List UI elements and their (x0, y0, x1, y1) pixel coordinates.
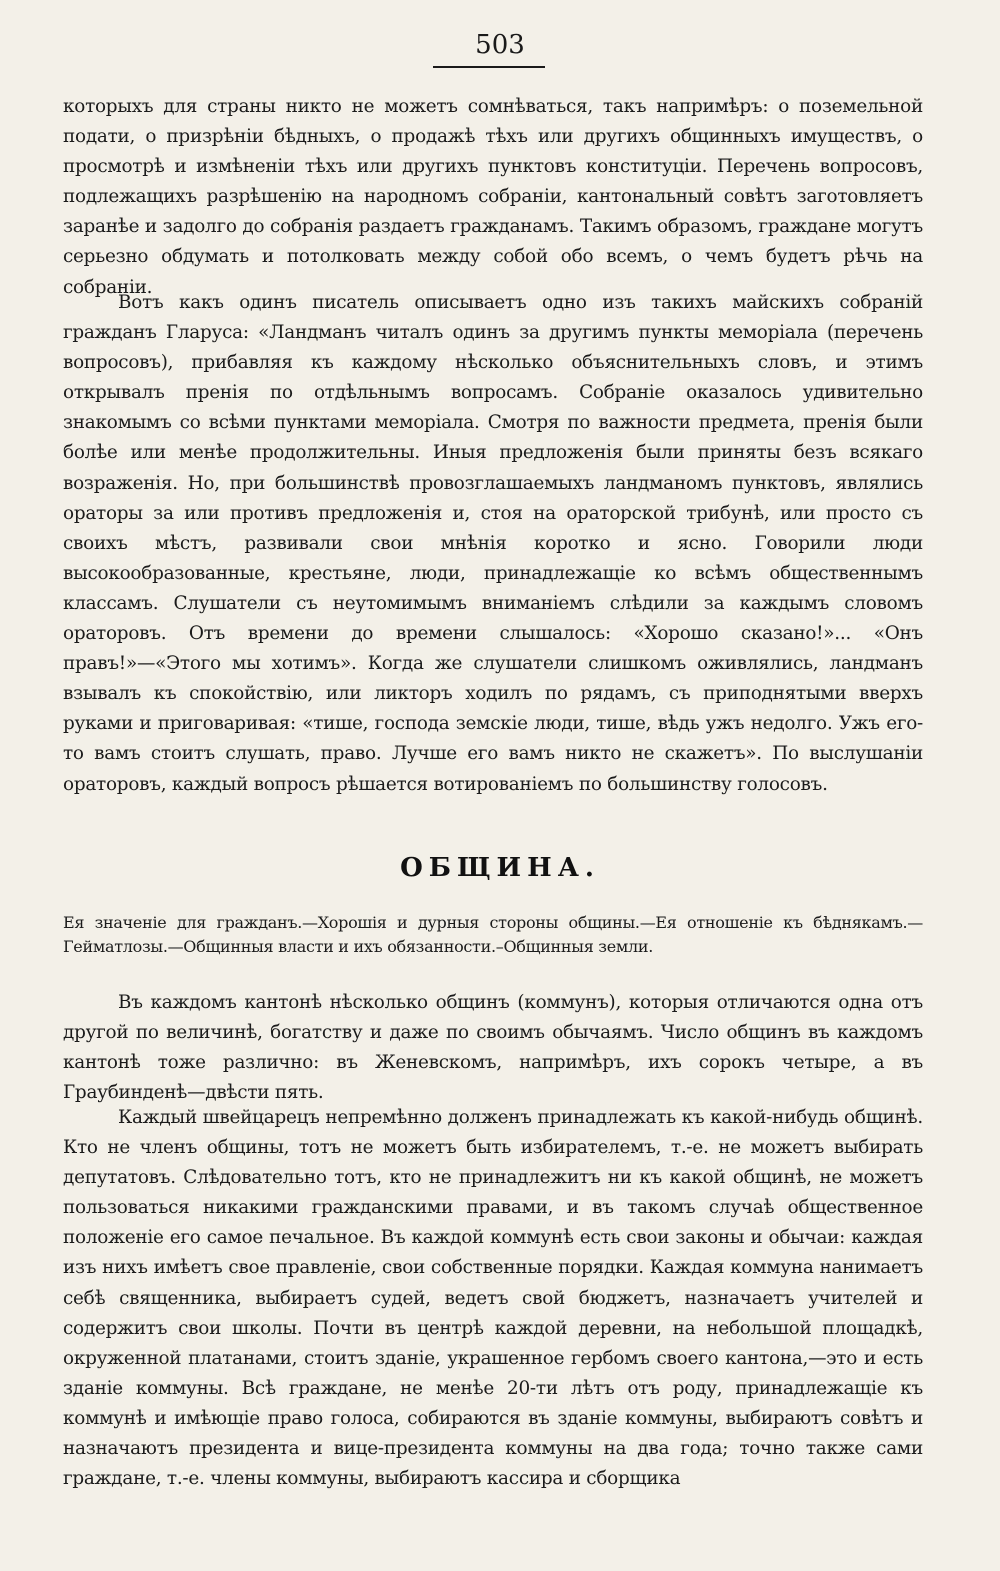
paragraph-text: Каждый швейцарецъ непремѣнно долженъ принадлежать къ какой-нибудь общинѣ. Кто не членъ общины, тотъ не можетъ быть избирателемъ, т.-е. не можетъ выбирать депутатовъ. Слѣдовательно тотъ, кто не принадлежитъ ни къ какой общинѣ, не можетъ пользоваться никакими гражданскими правами, и въ такомъ случаѣ общественное положеніе его самое печальное. Въ каждой коммунѣ есть свои законы и обычаи: каждая изъ нихъ имѣетъ свое правленіе, свои собственные порядки. Каждая коммуна нанимаетъ себѣ священника, выбираетъ судей, ведетъ свой бюджетъ, назначаетъ учителей и содержитъ свои школы. Почти въ центрѣ каждой деревни, на небольшой площадкѣ, окруженной платанами, стоитъ зданіе, украшенное гербомъ своего кантона,—это и есть зданіе коммуны. Всѣ граждане, не менѣе 20-ти лѣтъ отъ роду, принадлежащіе къ коммунѣ и имѣющіе право голоса, собираются въ зданіе коммуны, выбираютъ совѣтъ и назначаютъ президента и вице-президента коммуны на два года; точно также сами граждане, т.-е. члены коммуны, выбираютъ кассира и сборщика (63, 1107, 923, 1490)
paragraph-communes-count (63, 988, 923, 1108)
paragraph-text: которыхъ для страны никто не можетъ сомнѣваться, такъ напримѣръ: о поземельной подати, о призрѣніи бѣдныхъ, о продажѣ тѣхъ или другихъ общинныхъ имуществъ, о просмотрѣ и измѣненіи тѣхъ или другихъ пунктовъ конституціи. Перечень вопросовъ, подлежащихъ разрѣшенію на народномъ собраніи, кантональный совѣтъ заготовляетъ заранѣе и задолго до собранія раздаетъ гражданамъ. Такимъ образомъ, граждане могутъ серьезно обдумать и потолковать между собой обо всемъ, о чемъ будетъ рѣчь на собраніи. (63, 96, 923, 298)
section-summary: Ея значеніе для гражданъ.—Хорошія и дурныя стороны общины.—Ея отношеніе къ бѣднякамъ.—Гейматлозы.—Общинныя власти и ихъ обязанности.–Общинныя земли. (63, 913, 923, 956)
section-title: ОБЩИНА. (400, 853, 600, 883)
header-rule (433, 66, 545, 68)
paragraph-commune-membership (63, 1103, 923, 1494)
page-number: 503 (475, 30, 525, 60)
paragraph-landsgemeinde-description (63, 288, 923, 800)
paragraph-text: Въ каждомъ кантонѣ нѣсколько общинъ (коммунъ), которыя отличаются одна отъ другой по величинѣ, богатству и даже по своимъ обычаямъ. Число общинъ въ каждомъ кантонѣ тоже различно: въ Женевскомъ, напримѣръ, ихъ сорокъ четыре, а въ Граубинденѣ—двѣсти пять. (63, 992, 923, 1104)
paragraph-continuation (63, 92, 923, 303)
paragraph-text: Вотъ какъ одинъ писатель описываетъ одно изъ такихъ майскихъ собраній гражданъ Гларуса: «Ландманъ читалъ одинъ за другимъ пункты меморіала (перечень вопросовъ), прибавляя къ каждому нѣсколько объяснительныхъ словъ, и этимъ открывалъ пренія по отдѣльнымъ вопросамъ. Собраніе оказалось удивительно знакомымъ со всѣми пунктами меморіала. Смотря по важности предмета, пренія были болѣе или менѣе продолжительны. Иныя предложенія были приняты безъ всякаго возраженія. Но, при большинствѣ провозглашаемыхъ ландманомъ пунктовъ, являлись ораторы за или противъ предложенія и, стоя на ораторской трибунѣ, или просто съ своихъ мѣстъ, развивали свои мнѣнія коротко и ясно. Говорили люди высокообразованные, крестьяне, люди, принадлежащіе ко всѣмъ общественнымъ классамъ. Слушатели съ неутомимымъ вниманіемъ слѣдили за каждымъ словомъ ораторовъ. Отъ времени до времени слышалось: «Хорошо сказано!»... «Онъ правъ!»—«Этого мы хотимъ». Когда же слушатели слишкомъ оживлялись, ландманъ взывалъ къ спокойствію, или ликторъ ходилъ по рядамъ, съ приподнятыми вверхъ руками и приговаривая: «тише, господа земскіе люди, тише, вѣдь ужъ недолго. Ужъ его-то вамъ стоитъ слушать, право. Лучше его вамъ никто не скажетъ». По выслушаніи ораторовъ, каждый вопросъ рѣшается вотированіемъ по большинству голосовъ. (63, 292, 923, 795)
